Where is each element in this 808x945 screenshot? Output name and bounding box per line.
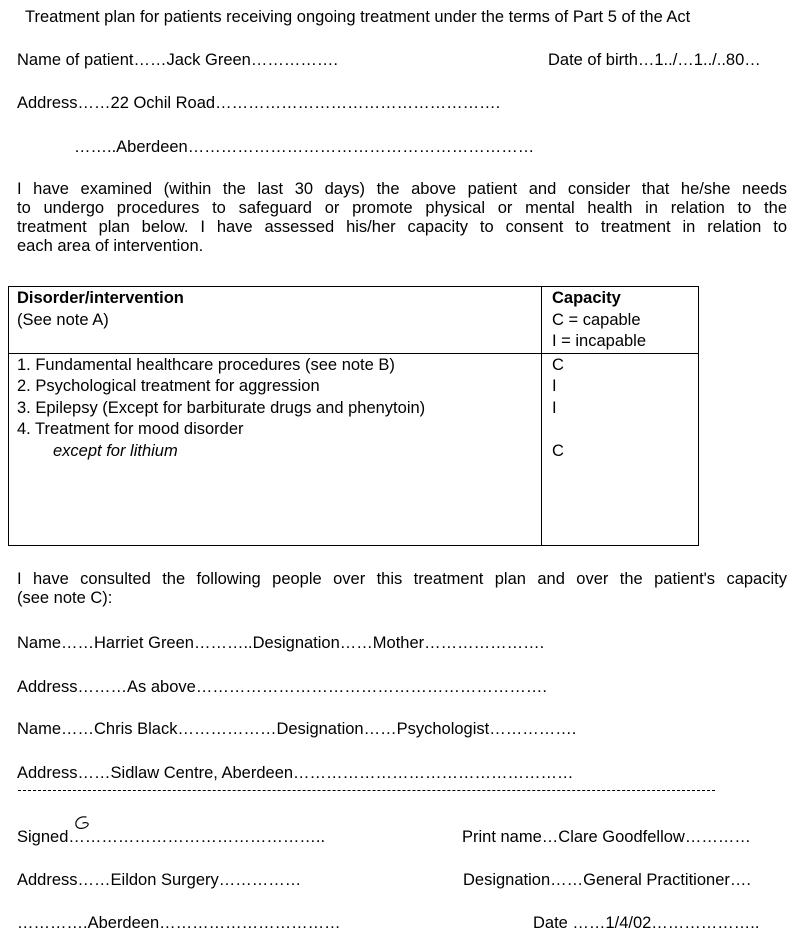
- print-name-field: Print name…Clare Goodfellow…………: [462, 828, 751, 846]
- statement-line: to undergo procedures to safeguard or promote physical or mental health in relation to the: [17, 199, 787, 217]
- statement-line: treatment plan below. I have assessed his/her capacity to consent to treatment in relation to: [17, 218, 787, 236]
- header-disorder-intervention: [9, 287, 542, 354]
- intervention-item: 3. Epilepsy (Except for barbiturate drugs and phenytoin): [17, 398, 426, 417]
- statement-line: I have examined (within the last 30 days) the above patient and consider that he/she needs: [17, 180, 787, 198]
- consultee-1-address: Address………As above……………………………………………………….: [17, 678, 547, 696]
- consultation-statement: [17, 570, 787, 608]
- intervention-item: 4. Treatment for mood disorder: [17, 420, 244, 438]
- header-capacity: [542, 287, 699, 354]
- capacity-key-incapable: I = incapable: [552, 332, 647, 350]
- patient-address-line2: ……..Aberdeen………………………………………………………: [74, 138, 535, 156]
- header-disorder-title: Disorder/intervention: [17, 289, 184, 307]
- interventions-cell: [9, 353, 542, 546]
- form-heading: Treatment plan for patients receiving ongoing treatment under the terms of Part 5 of the Act: [25, 8, 691, 26]
- signatory-address-line1: Address……Eildon Surgery……………: [17, 871, 302, 889]
- date-field: Date ……1/4/02………………..: [533, 914, 760, 932]
- table-body-row: [9, 353, 699, 546]
- capacity-value: C: [552, 441, 564, 460]
- capacity-value: I: [552, 377, 557, 395]
- section-divider: [18, 790, 715, 791]
- intervention-item: 2. Psychological treatment for aggression: [17, 377, 320, 395]
- patient-address-line1: Address……22 Ochil Road…………………………………………….: [17, 94, 501, 112]
- consultee-2-address: Address……Sidlaw Centre, Aberdeen……………………………………………: [17, 764, 574, 782]
- header-capacity-title: Capacity: [552, 289, 621, 307]
- patient-name-field: Name of patient……Jack Green…………….: [17, 51, 338, 69]
- consultee-1-name: Name……Harriet Green………..Designation……Mother………………….: [17, 634, 545, 652]
- capacities-cell: [542, 353, 699, 546]
- examination-statement: [17, 180, 787, 256]
- capacity-value: [552, 419, 698, 441]
- date-of-birth-field: Date of birth…1../…1../..80…: [548, 51, 761, 69]
- consultee-2-name: Name……Chris Black………………Designation……Psychologist…………….: [17, 720, 577, 738]
- capacity-value: C: [552, 355, 564, 374]
- treatment-plan-table: [8, 286, 699, 546]
- capacity-key-capable: C = capable: [552, 310, 641, 329]
- table-header-row: [9, 287, 699, 354]
- signatory-address-line2: ………….Aberdeen……………………………: [17, 914, 341, 932]
- intervention-item: 1. Fundamental healthcare procedures (see note B): [17, 355, 395, 374]
- intervention-exception: except for lithium: [53, 441, 178, 460]
- handwritten-signature: [72, 814, 98, 834]
- capacity-value: I: [552, 398, 557, 417]
- signed-field: Signed………………………………………..: [17, 828, 326, 846]
- header-note-a: (See note A): [17, 310, 109, 329]
- consult-line: (see note C):: [17, 589, 113, 607]
- statement-line: each area of intervention.: [17, 237, 204, 255]
- consult-line: I have consulted the following people over this treatment plan and over the patient's capacity: [17, 570, 787, 588]
- designation-field: Designation……General Practitioner….: [463, 871, 751, 889]
